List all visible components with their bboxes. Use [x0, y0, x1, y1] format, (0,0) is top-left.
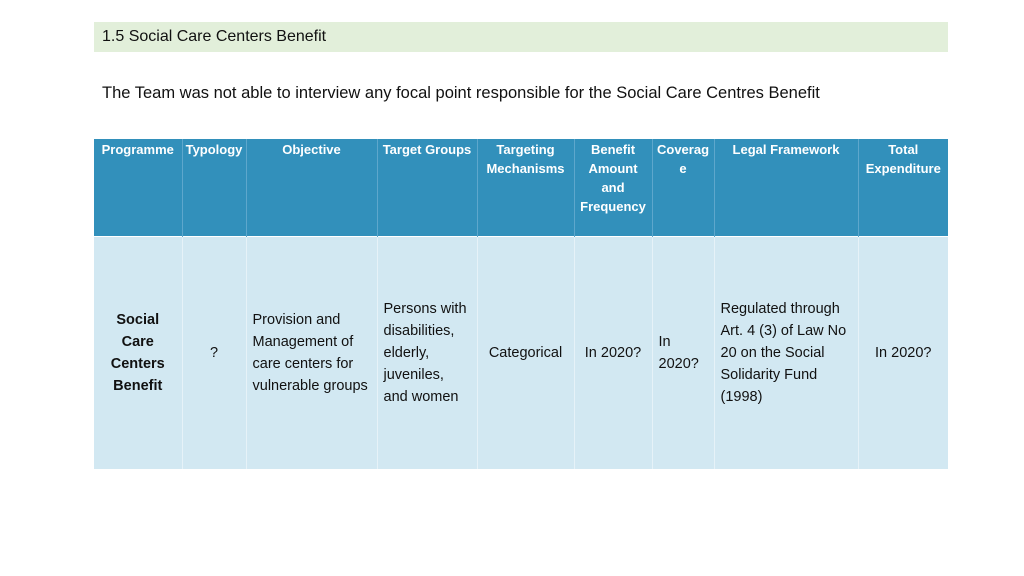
cell-typology: ? [182, 237, 246, 470]
header-target-groups: Target Groups [377, 139, 477, 237]
cell-legal-framework: Regulated through Art. 4 (3) of Law No 20 on the Social Solidarity Fund (1998) [714, 237, 858, 470]
intro-text: The Team was not able to interview any focal point responsible for the Social Care Centres Benefit [102, 84, 820, 102]
cell-benefit-amount: In 2020? [574, 237, 652, 470]
cell-targeting-mechanisms: Categorical [477, 237, 574, 470]
cell-total-expenditure: In 2020? [858, 237, 948, 470]
cell-target-groups: Persons with disabilities, elderly, juveniles, and women [377, 237, 477, 470]
cell-coverage: In 2020? [652, 237, 714, 470]
header-total-expenditure: Total Expenditure [858, 139, 948, 237]
table-row [94, 237, 948, 470]
header-programme: Programme [94, 139, 182, 237]
header-legal-framework: Legal Framework [714, 139, 858, 237]
header-typology: Typology [182, 139, 246, 237]
header-coverage: Coverage [652, 139, 714, 237]
section-title: 1.5 Social Care Centers Benefit [94, 22, 948, 52]
header-benefit-amount: Benefit Amount and Frequency [574, 139, 652, 237]
header-objective: Objective [246, 139, 377, 237]
benefits-table [94, 139, 948, 469]
header-targeting-mechanisms: Targeting Mechanisms [477, 139, 574, 237]
table-header-row [94, 139, 948, 237]
cell-objective: Provision and Management of care centers for vulnerable groups [246, 237, 377, 470]
cell-programme: Social Care Centers Benefit [94, 237, 182, 470]
